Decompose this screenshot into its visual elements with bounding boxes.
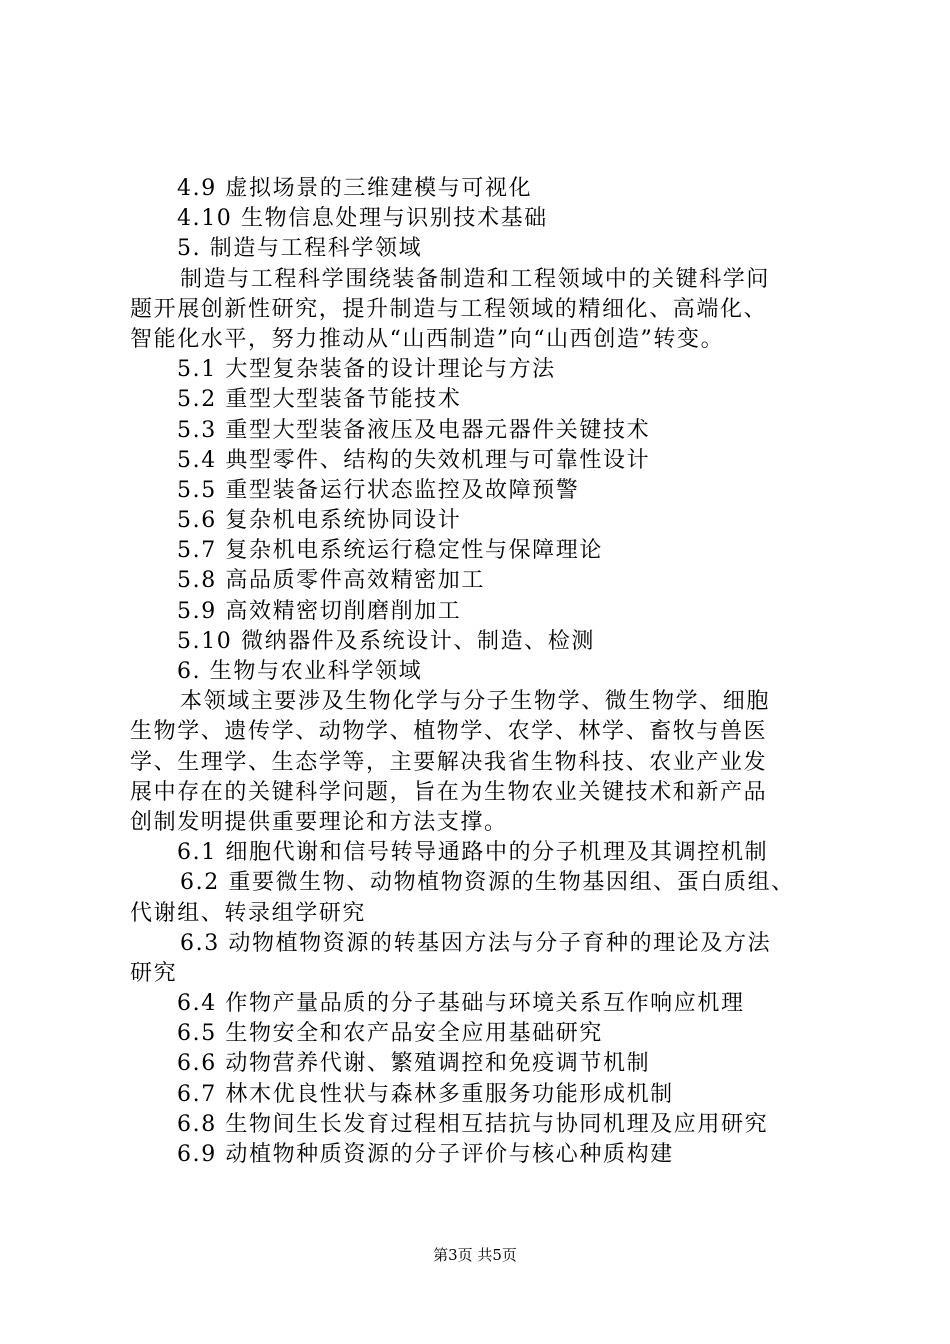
page-footer: 第3页 共5页 — [433, 1246, 517, 1264]
paragraph-line: 智能化水平，努力推动从“山西制造”向“山西创造”转变。 — [130, 326, 725, 352]
list-item: 4.9 虚拟场景的三维建模与可视化 — [177, 176, 533, 201]
list-item: 5.2 重型大型装备节能技术 — [177, 387, 462, 413]
list-item: 6.3 动物植物资源的转基因方法与分子育种的理论及方法 — [180, 930, 772, 956]
paragraph-line: 学、生理学、生态学等，主要解决我省生物科技、农业产业发 — [130, 749, 768, 775]
list-item: 5.9 高效精密切削磨削加工 — [177, 598, 462, 624]
list-item: 5.3 重型大型装备液压及电器元器件关键技术 — [177, 417, 651, 443]
list-item: 5.4 典型零件、结构的失效机理与可靠性设计 — [177, 447, 651, 473]
list-item: 5.1 大型复杂装备的设计理论与方法 — [177, 357, 556, 383]
section-heading: 6. 生物与农业科学领域 — [177, 659, 423, 684]
paragraph-line: 题开展创新性研究，提升制造与工程领域的精细化、高端化、 — [130, 296, 768, 322]
list-item-continuation: 研究 — [130, 960, 178, 986]
list-item: 6.4 作物产量品质的分子基础与环境关系互作响应机理 — [177, 991, 745, 1017]
list-item: 6.6 动物营养代谢、繁殖调控和免疫调节机制 — [177, 1051, 651, 1077]
list-item: 6.7 林木优良性状与森林多重服务功能形成机制 — [177, 1081, 674, 1107]
list-item: 5.5 重型装备运行状态监控及故障预警 — [177, 477, 580, 503]
list-item-continuation: 代谢组、转录组学研究 — [130, 900, 367, 926]
list-item: 6.9 动植物种质资源的分子评价与核心种质构建 — [177, 1142, 674, 1167]
list-item: 5.10 微纳器件及系统设计、制造、检测 — [177, 628, 595, 654]
list-item: 6.2 重要微生物、动物植物资源的生物基因组、蛋白质组、 — [180, 870, 795, 896]
paragraph-line: 生物学、遗传学、动物学、植物学、农学、林学、畜牧与兽医 — [130, 719, 768, 745]
list-item: 5.7 复杂机电系统运行稳定性与保障理论 — [177, 538, 603, 564]
paragraph-line: 制造与工程科学围绕装备制造和工程领域中的关键科学问 — [180, 266, 771, 292]
paragraph-line: 创制发明提供重要理论和方法支撑。 — [130, 809, 508, 835]
list-item: 5.6 复杂机电系统协同设计 — [177, 508, 462, 534]
paragraph-line: 本领域主要涉及生物化学与分子生物学、微生物学、细胞 — [180, 689, 771, 715]
document-body — [130, 174, 830, 1170]
list-item: 5.8 高品质零件高效精密加工 — [177, 568, 485, 594]
section-heading: 5. 制造与工程科学领域 — [177, 236, 423, 262]
paragraph-line: 展中存在的关键科学问题，旨在为生物农业关键技术和新产品 — [130, 779, 768, 805]
list-item: 6.8 生物间生长发育过程相互拮抗与协同机理及应用研究 — [177, 1111, 769, 1137]
list-item: 6.1 细胞代谢和信号转导通路中的分子机理及其调控机制 — [177, 840, 769, 866]
list-item: 4.10 生物信息处理与识别技术基础 — [177, 206, 548, 232]
list-item: 6.5 生物安全和农产品安全应用基础研究 — [177, 1021, 603, 1047]
